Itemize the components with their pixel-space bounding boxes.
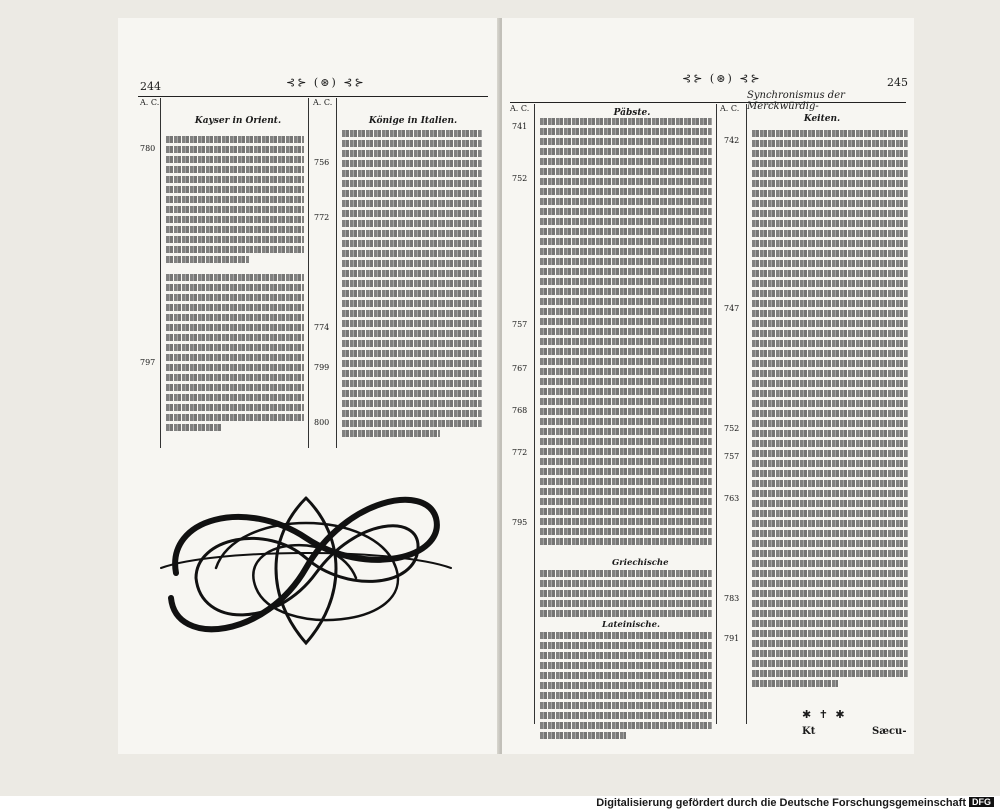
year-label: 757	[724, 452, 740, 461]
dfg-logo: DFG	[969, 797, 994, 807]
body-text-block	[540, 570, 712, 620]
column-rule	[534, 104, 535, 724]
body-text-block	[540, 632, 712, 742]
year-label: 741	[512, 122, 528, 131]
year-label: 791	[724, 634, 740, 643]
ac-label: A. C.	[510, 104, 530, 113]
header-rule	[138, 96, 488, 97]
body-text-block	[166, 274, 304, 434]
column-heading: Keiten.	[803, 114, 841, 124]
year-label: 757	[512, 320, 528, 329]
page-number: 244	[140, 80, 161, 93]
catchword: Sæcu-	[872, 726, 907, 737]
calligraphic-flourish	[156, 478, 456, 658]
column-rule	[160, 98, 161, 448]
header-rule	[510, 102, 906, 103]
year-label: 742	[724, 136, 740, 145]
year-label: 783	[724, 594, 740, 603]
digitization-footer	[0, 796, 1000, 812]
body-text-block	[342, 130, 482, 440]
body-text-block	[166, 136, 304, 266]
column-rule	[716, 104, 717, 724]
year-label: 780	[140, 144, 156, 153]
year-label: 772	[314, 213, 330, 222]
left-page	[118, 18, 500, 754]
section-subhead: Griechische	[612, 558, 669, 568]
year-label: 752	[724, 424, 740, 433]
running-head: Synchronismus der Merckwürdig-	[747, 90, 845, 112]
year-label: 767	[512, 364, 528, 373]
ac-label: A. C.	[313, 98, 333, 107]
year-label: 799	[314, 363, 330, 372]
column-heading: Kayser in Orient.	[194, 116, 282, 126]
right-page	[502, 18, 914, 754]
year-label: 795	[512, 518, 528, 527]
year-label: 763	[724, 494, 740, 503]
year-label: 772	[512, 448, 528, 457]
column-rule	[746, 104, 747, 724]
year-label: 747	[724, 304, 740, 313]
page-number: 245	[887, 76, 908, 89]
footer-text: Digitalisierung gefördert durch die Deutsche Forschungsgemeinschaft	[596, 797, 966, 809]
column-rule	[308, 98, 309, 448]
body-text-block	[540, 118, 712, 548]
year-label: 797	[140, 358, 156, 367]
column-rule	[336, 98, 337, 448]
header-ornament: ⊰⊱ (⊛) ⊰⊱	[682, 72, 762, 85]
column-heading: Könige in Italien.	[368, 116, 458, 126]
end-ornament: ✱ ✝ ✱	[802, 708, 847, 721]
year-label: 752	[512, 174, 528, 183]
year-label: 756	[314, 158, 330, 167]
body-text-block	[752, 130, 908, 690]
section-subhead: Lateinische.	[602, 620, 660, 630]
year-label: 774	[314, 323, 330, 332]
year-label: 768	[512, 406, 528, 415]
year-label: 800	[314, 418, 330, 427]
signature-mark: Kt	[802, 726, 816, 737]
ac-label: A. C.	[720, 104, 740, 113]
ac-label: A. C.	[140, 98, 160, 107]
column-heading: Päbste.	[613, 108, 651, 118]
header-ornament: ⊰⊱ (⊛) ⊰⊱	[286, 76, 366, 89]
